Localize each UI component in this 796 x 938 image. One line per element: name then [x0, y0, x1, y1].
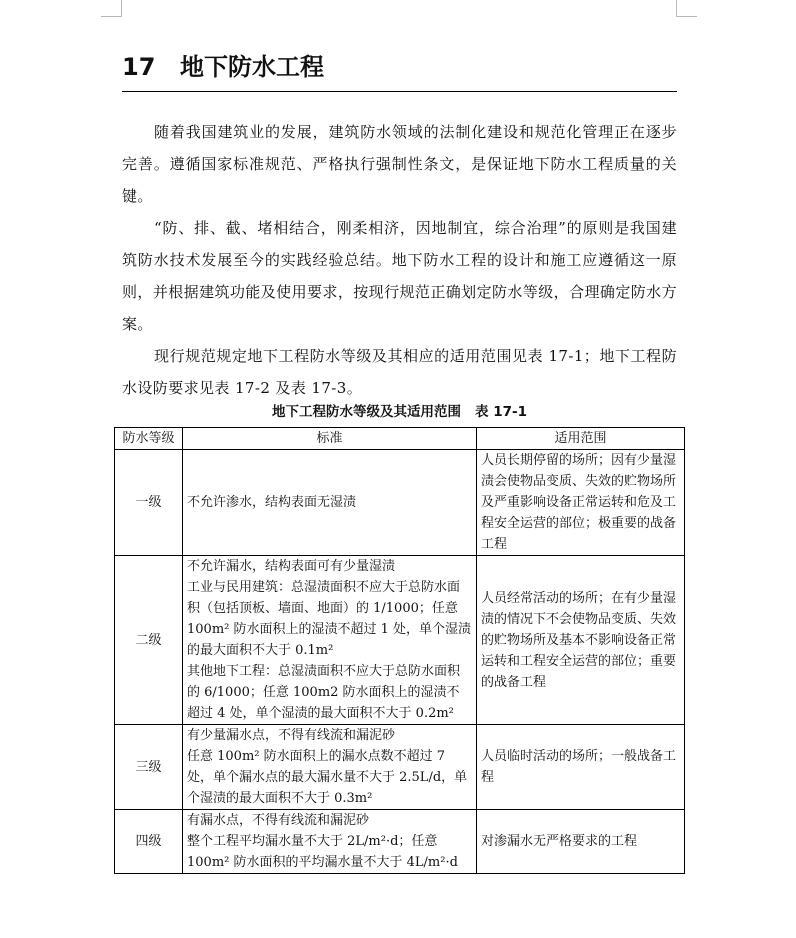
body-text: [122, 116, 677, 404]
paragraph: “防、排、截、堵相结合，刚柔相济，因地制宜，综合治理”的原则是我国建筑防水技术发展至今的实践经验总结。地下防水工程的设计和施工应遵循这一原则，并根据建筑功能及使用要求，按现行规范正确划定防水等级，合理确定防水方案。: [122, 219, 677, 333]
table-row: [115, 556, 685, 725]
grade-standard-cell: [183, 556, 477, 725]
grade-level-cell: 二级: [115, 556, 183, 725]
header-standard: 标准: [183, 428, 477, 450]
standard-line: 不允许渗水，结构表面无湿渍: [187, 495, 357, 510]
standard-line: 有漏水点，不得有线流和漏泥砂: [187, 813, 370, 828]
grade-level-cell: 三级: [115, 725, 183, 810]
standard-line: 工业与民用建筑：总湿渍面积不应大于总防水面积（包括顶板、墙面、地面）的 1/1000；任意 100m² 防水面积上的湿渍不超过 1 处，单个湿渍的最大面积不大于 0.1m²: [187, 580, 472, 658]
standard-line: 有少量漏水点，不得有线流和漏泥砂: [187, 728, 396, 743]
standard-line: 不允许漏水，结构表面可有少量湿渍: [187, 559, 396, 574]
chapter-title: 地下防水工程: [180, 53, 324, 81]
grade-level-cell: 一级: [115, 450, 183, 556]
table-row: [115, 450, 685, 556]
standard-line: 任意 100m² 防水面积上的漏水点数不超过 7 处，单个漏水点的最大漏水量不大于 2.5L/d，单个湿渍的最大面积不大于 0.3m²: [187, 749, 468, 806]
table-number: 表 17-1: [475, 404, 527, 420]
grade-scope-cell: 对渗漏水无严格要求的工程: [477, 810, 685, 874]
page-corner-mark-top-left: [101, 0, 122, 17]
header-level: 防水等级: [115, 428, 183, 450]
table-header-row: [115, 428, 685, 450]
page-corner-mark-top-right: [676, 0, 697, 17]
grade-scope-cell: 人员长期停留的场所；因有少量湿渍会使物品变质、失效的贮物场所及严重影响设备正常运转和危及工程安全运营的部位；极重要的战备工程: [477, 450, 685, 556]
heading-rule: [122, 91, 677, 92]
chapter-heading: [122, 52, 677, 82]
table-caption-title: 地下工程防水等级及其适用范围: [272, 404, 461, 420]
grade-standard-cell: [183, 810, 477, 874]
grade-standard-cell: [183, 725, 477, 810]
grade-scope-cell: 人员经常活动的场所；在有少量湿渍的情况下不会使物品变质、失效的贮物场所及基本不影响设备正常运转和工程安全运营的部位；重要的战备工程: [477, 556, 685, 725]
grade-level-cell: 四级: [115, 810, 183, 874]
table-caption: [122, 402, 677, 422]
paragraph: 现行规范规定地下工程防水等级及其相应的适用范围见表 17-1；地下工程防水设防要求见表 17-2 及表 17-3。: [122, 347, 677, 397]
grade-scope-cell: 人员临时活动的场所；一般战备工程: [477, 725, 685, 810]
table-row: [115, 810, 685, 874]
waterproof-grade-table: [114, 427, 685, 874]
standard-line: 其他地下工程：总湿渍面积不应大于总防水面积的 6/1000；任意 100m2 防水面积上的湿渍不超过 4 处，单个湿渍的最大面积不大于 0.2m²: [187, 664, 461, 721]
chapter-number: 17: [122, 53, 156, 81]
table-row: [115, 725, 685, 810]
paragraph: 随着我国建筑业的发展，建筑防水领域的法制化建设和规范化管理正在逐步完善。遵循国家标准规范、严格执行强制性条文，是保证地下防水工程质量的关键。: [122, 123, 677, 205]
header-scope: 适用范围: [477, 428, 685, 450]
grade-standard-cell: [183, 450, 477, 556]
standard-line: 整个工程平均漏水量不大于 2L/m²·d；任意 100m² 防水面积的平均漏水量不大于 4L/m²·d: [187, 834, 458, 870]
